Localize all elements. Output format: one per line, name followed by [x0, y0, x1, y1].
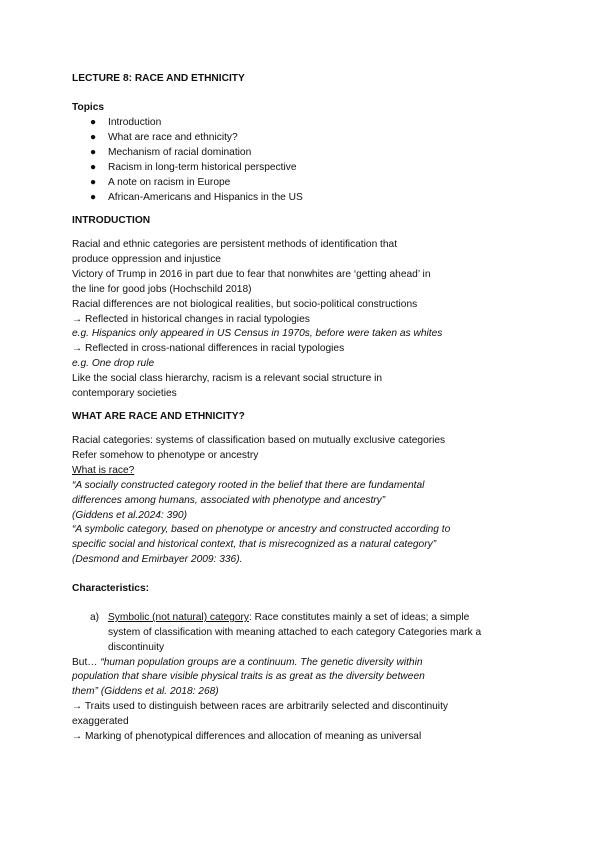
- intro-text: produce oppression and injustice: [72, 254, 221, 265]
- what-heading: WHAT ARE RACE AND ETHNICITY?: [72, 411, 245, 422]
- intro-text: Racial and ethnic categories are persistent methods of identification that: [72, 239, 398, 250]
- intro-text: the line for good jobs (Hochschild 2018): [72, 284, 252, 295]
- genetic-quote-citation: them” (Giddens et al. 2018: 268): [72, 686, 219, 697]
- topic-item: African-Americans and Hispanics in the US: [108, 192, 303, 203]
- intro-text: Racial differences are not biological realities, but socio-political constructions: [72, 299, 418, 310]
- characteristic-a-text: discontinuity: [108, 642, 165, 653]
- characteristic-a-text: system of classification with meaning attached to each category Categories mark a: [108, 627, 482, 638]
- characteristic-a-text: : Race constitutes mainly a set of ideas; a simple: [249, 612, 470, 623]
- quote-line: differences among humans, associated with phenotype and ancestry”: [72, 495, 386, 506]
- characteristics-heading: Characteristics:: [72, 583, 150, 594]
- characteristic-a: [108, 611, 469, 625]
- bullet-icon: ●: [90, 162, 97, 173]
- bullet-icon: ●: [90, 192, 97, 203]
- bullet-icon: ●: [90, 177, 97, 188]
- intro-text: contemporary societies: [72, 388, 177, 399]
- genetic-quote: “human population groups are a continuum. The genetic diversity within: [100, 657, 423, 668]
- topic-item: A note on racism in Europe: [108, 177, 231, 188]
- intro-heading: INTRODUCTION: [72, 215, 151, 226]
- lecture-title: LECTURE 8: RACE AND ETHNICITY: [72, 73, 245, 84]
- topics-heading: Topics: [72, 102, 105, 113]
- quote-line: “A socially constructed category rooted in the belief that there are fundamental: [72, 480, 425, 491]
- list-marker: a): [90, 612, 100, 623]
- but-line: [72, 656, 423, 670]
- quote-citation: (Giddens et al.2024: 390): [72, 510, 187, 521]
- genetic-quote-line: population that share visible physical traits is as great as the diversity between: [72, 671, 425, 682]
- what-is-race-subheading: What is race?: [72, 465, 135, 476]
- quote-line: specific social and historical context, that is misrecognized as a natural category”: [72, 539, 437, 550]
- topic-item: Mechanism of racial domination: [108, 147, 252, 158]
- characteristic-a-title: Symbolic (not natural) category: [108, 612, 249, 623]
- marking-text: → Marking of phenotypical differences and allocation of meaning as universal: [72, 731, 422, 742]
- but-prefix: But…: [72, 657, 101, 668]
- bullet-icon: ●: [90, 117, 97, 128]
- intro-text: Victory of Trump in 2016 in part due to fear that nonwhites are ‘getting ahead’ in: [72, 269, 431, 280]
- topic-item: What are race and ethnicity?: [108, 132, 238, 143]
- bullet-icon: ●: [90, 147, 97, 158]
- traits-text: → Traits used to distinguish between races are arbitrarily selected and discontinuity: [72, 701, 448, 712]
- topic-item: Racism in long-term historical perspective: [108, 162, 297, 173]
- intro-text: Like the social class hierarchy, racism is a relevant social structure in: [72, 373, 383, 384]
- intro-example: e.g. One drop rule: [72, 358, 155, 369]
- intro-text: → Reflected in historical changes in racial typologies: [72, 314, 310, 325]
- quote-citation: (Desmond and Emirbayer 2009: 336).: [72, 554, 243, 565]
- intro-text: → Reflected in cross-national differences in racial typologies: [72, 343, 345, 354]
- what-text: Refer somehow to phenotype or ancestry: [72, 450, 259, 461]
- quote-line: “A symbolic category, based on phenotype or ancestry and constructed according to: [72, 524, 451, 535]
- traits-text: exaggerated: [72, 716, 129, 727]
- what-text: Racial categories: systems of classification based on mutually exclusive categories: [72, 435, 446, 446]
- topic-item: Introduction: [108, 117, 162, 128]
- bullet-icon: ●: [90, 132, 97, 143]
- intro-example: e.g. Hispanics only appeared in US Census in 1970s, before were taken as whites: [72, 328, 443, 339]
